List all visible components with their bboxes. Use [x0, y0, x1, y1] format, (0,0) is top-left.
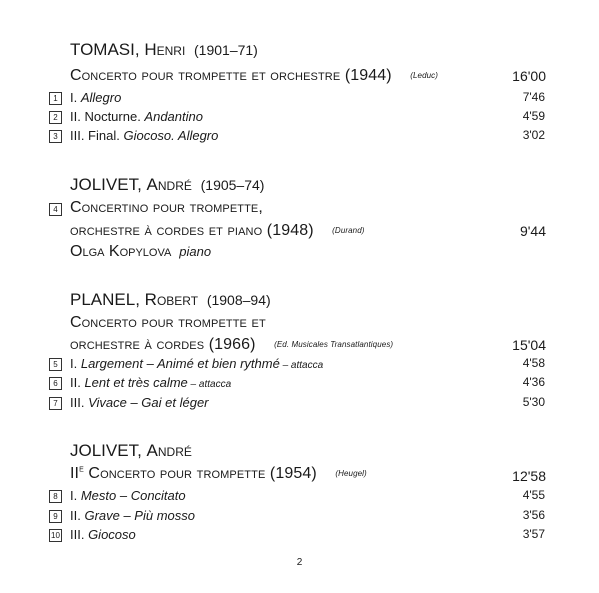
work-title-line: Concertino pour trompette, [70, 199, 263, 216]
composer-heading [70, 441, 192, 461]
composer-given-name: André [146, 441, 192, 460]
track-duration: 3'56 [522, 508, 545, 522]
work-total-duration: 15'04 [512, 337, 546, 353]
composer-surname: PLANEL, [70, 290, 140, 309]
composer-surname: JOLIVET, [70, 441, 142, 460]
track-row[interactable] [49, 109, 545, 127]
composer-given-name: André [146, 175, 192, 194]
composer-heading [70, 290, 271, 310]
track-duration: 4'55 [522, 488, 545, 502]
work-total-duration: 12'58 [512, 468, 546, 484]
composer-given-name: Robert [144, 290, 199, 309]
work-title [70, 336, 393, 354]
composer-dates: (1908–94) [206, 292, 271, 308]
track-title: I. Mesto – Concitato [70, 488, 186, 503]
track-row[interactable] [49, 90, 545, 108]
page-number: 2 [296, 557, 303, 568]
work-title [70, 465, 367, 483]
track-row[interactable] [49, 508, 545, 526]
track-number: 5 [49, 358, 62, 371]
work-title-line: Concerto pour trompette (1954) [83, 465, 317, 482]
work-title-line: orchestre à cordes et piano (1948) [70, 222, 314, 239]
track-title: II. Lent et très calme – attacca [70, 375, 232, 390]
composer-dates: (1905–74) [200, 177, 265, 193]
publisher: (Ed. Musicales Transatlantiques) [274, 340, 394, 350]
publisher: (Leduc) [410, 71, 439, 81]
work-title-line: Concerto pour trompette et [70, 314, 266, 331]
track-number: 1 [49, 92, 62, 105]
track-duration: 4'58 [522, 356, 545, 370]
composer-surname: TOMASI, [70, 40, 140, 59]
track-number: 6 [49, 377, 62, 390]
performer-credit [70, 243, 211, 261]
composer-dates: (1901–71) [194, 42, 258, 58]
track-duration: 4'59 [522, 109, 545, 123]
track-row[interactable] [49, 488, 545, 506]
track-title: I. Allegro [70, 90, 122, 105]
track-number: 8 [49, 490, 62, 503]
composer-surname: JOLIVET, [70, 175, 142, 194]
track-title: III. Final. Giocoso. Allegro [70, 128, 219, 143]
performer-instrument: piano [179, 244, 212, 259]
track-duration: 3'57 [522, 527, 545, 541]
work-title [70, 222, 365, 240]
work-total-duration: 16'00 [512, 68, 546, 84]
track-number: 2 [49, 111, 62, 124]
track-number: 3 [49, 130, 62, 143]
work-title-superscript: e [79, 463, 84, 475]
track-title: III. Vivace – Gai et léger [70, 395, 209, 410]
track-duration: 5'30 [522, 395, 545, 409]
track-number: 9 [49, 510, 62, 523]
publisher: (Durand) [332, 226, 365, 236]
track-number: 7 [49, 397, 62, 410]
work-title-line: Concerto pour trompette et orchestre (1944) [70, 67, 392, 84]
work-total-duration: 9'44 [519, 223, 546, 239]
performer-name: Olga Kopylova [70, 243, 172, 260]
track-row[interactable] [49, 527, 545, 545]
track-title: II. Grave – Più mosso [70, 508, 195, 523]
track-duration: 4'36 [522, 375, 545, 389]
track-row[interactable] [49, 128, 545, 146]
track-title: I. Largement – Animé et bien rythmé – attacca [70, 356, 324, 371]
track-row[interactable] [49, 395, 545, 413]
track-duration: 3'02 [522, 128, 545, 142]
composer-heading [70, 40, 258, 60]
track-title: II. Nocturne. Andantino [70, 109, 203, 124]
track-row[interactable] [49, 375, 545, 393]
track-row[interactable] [49, 356, 545, 374]
track-title: III. Giocoso [70, 527, 136, 542]
track-number: 4 [49, 203, 62, 216]
composer-given-name: Henri [144, 40, 186, 59]
work-title [70, 67, 438, 85]
work-title-prefix: II [70, 465, 80, 482]
composer-heading [70, 175, 264, 195]
track-duration: 7'46 [522, 90, 545, 104]
track-number: 10 [49, 529, 62, 542]
publisher: (Heugel) [335, 469, 367, 479]
work-title-line: orchestre à cordes (1966) [70, 336, 256, 353]
